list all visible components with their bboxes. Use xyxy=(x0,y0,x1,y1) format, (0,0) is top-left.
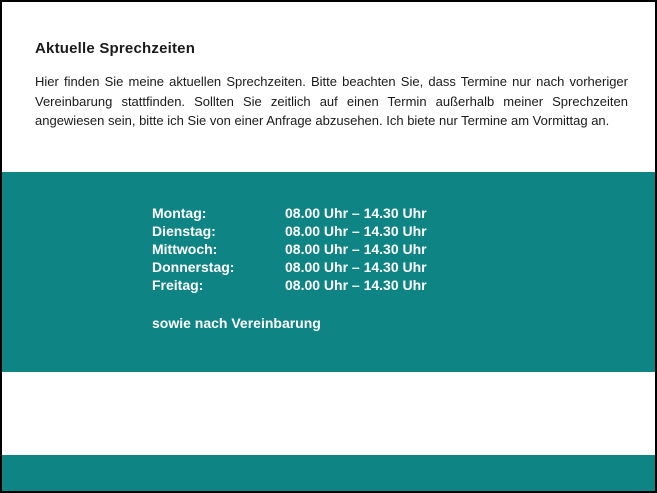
schedule-note: sowie nach Vereinbarung xyxy=(152,315,321,331)
schedule-row xyxy=(152,222,427,240)
schedule-day: Mittwoch: xyxy=(152,241,218,257)
schedule-row xyxy=(152,240,427,258)
footer-accent-bar xyxy=(2,455,655,491)
schedule-time: 08.00 Uhr – 14.30 Uhr xyxy=(285,277,427,293)
page-title: Aktuelle Sprechzeiten xyxy=(35,40,196,57)
intro-paragraph: Hier finden Sie meine aktuellen Sprechzeiten. Bitte beachten Sie, dass Termine nur nach vorheriger Vereinbarung stattfinden. Sollten Sie zeitlich auf einen Termin außerhalb meiner Sprechzeiten angewiesen sein, bitte ich Sie von einer Anfrage abzusehen. Ich biete nur Termine am Vormittag an. xyxy=(35,74,628,128)
schedule-day: Donnerstag: xyxy=(152,259,235,275)
schedule-row xyxy=(152,276,427,294)
schedule-row xyxy=(152,258,427,276)
schedule-row xyxy=(152,204,427,222)
schedule-time: 08.00 Uhr – 14.30 Uhr xyxy=(285,241,427,257)
schedule-day: Dienstag: xyxy=(152,223,216,239)
schedule-time: 08.00 Uhr – 14.30 Uhr xyxy=(285,205,427,221)
schedule-band xyxy=(2,172,655,372)
schedule-day: Montag: xyxy=(152,205,207,221)
schedule-table xyxy=(152,204,427,332)
schedule-day: Freitag: xyxy=(152,277,204,293)
schedule-time: 08.00 Uhr – 14.30 Uhr xyxy=(285,223,427,239)
schedule-time: 08.00 Uhr – 14.30 Uhr xyxy=(285,259,427,275)
